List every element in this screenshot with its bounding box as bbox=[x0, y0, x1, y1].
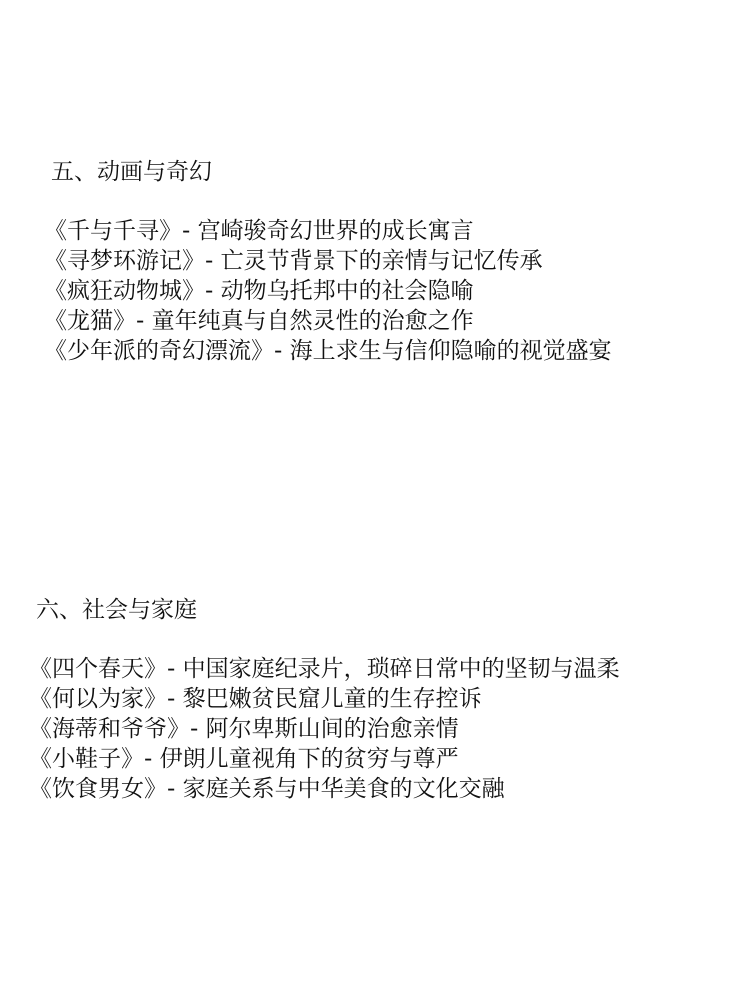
list-item: 《小鞋子》- 伊朗儿童视角下的贫穷与尊严 bbox=[29, 746, 459, 772]
list-item: 《四个春天》- 中国家庭纪录片，琐碎日常中的坚韧与温柔 bbox=[29, 656, 620, 682]
section-society-family bbox=[0, 588, 750, 804]
section-heading: 六、社会与家庭 bbox=[36, 597, 197, 623]
movie-list bbox=[0, 216, 750, 366]
list-item: 《何以为家》- 黎巴嫩贫民窟儿童的生存控诉 bbox=[29, 686, 482, 712]
list-item: 《寻梦环游记》- 亡灵节背景下的亲情与记忆传承 bbox=[44, 248, 543, 274]
section-animation-fantasy bbox=[0, 150, 750, 366]
list-item: 《少年派的奇幻漂流》- 海上求生与信仰隐喻的视觉盛宴 bbox=[44, 338, 612, 364]
list-item: 《海蒂和爷爷》- 阿尔卑斯山间的治愈亲情 bbox=[29, 716, 459, 742]
list-item: 《千与千寻》- 宫崎骏奇幻世界的成长寓言 bbox=[44, 218, 474, 244]
section-heading: 五、动画与奇幻 bbox=[51, 159, 212, 185]
list-item: 《饮食男女》- 家庭关系与中华美食的文化交融 bbox=[29, 776, 505, 802]
list-item: 《疯狂动物城》- 动物乌托邦中的社会隐喻 bbox=[44, 278, 474, 304]
list-item: 《龙猫》- 童年纯真与自然灵性的治愈之作 bbox=[44, 308, 474, 334]
movie-list bbox=[0, 654, 750, 804]
